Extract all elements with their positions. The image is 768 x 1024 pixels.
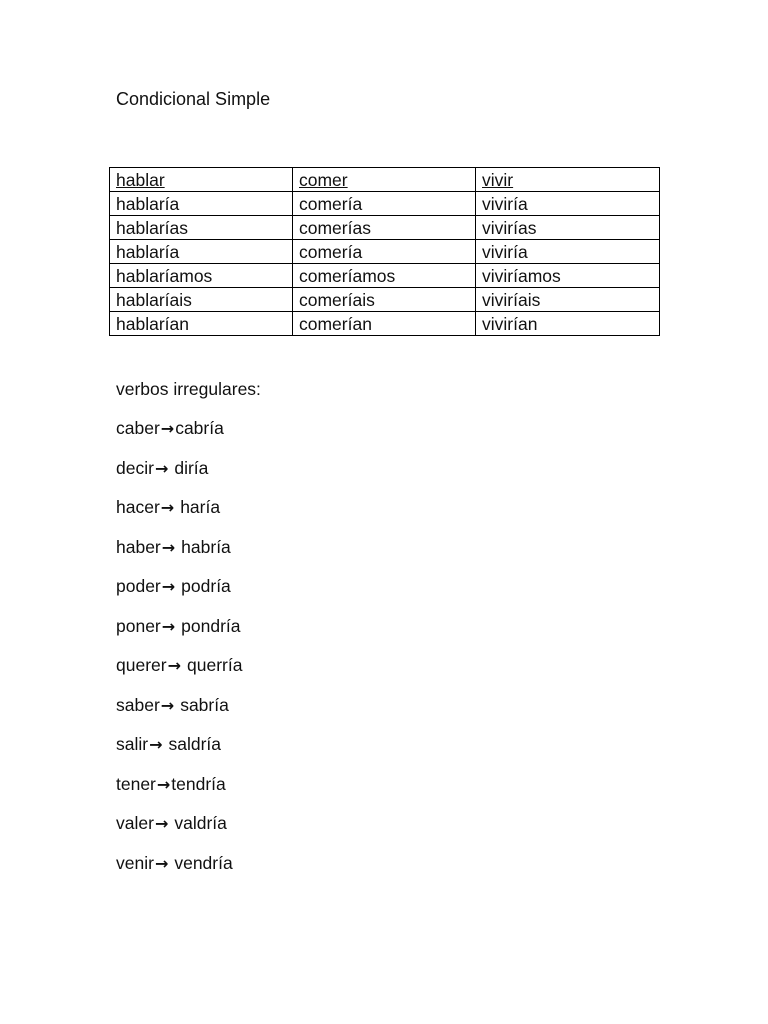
table-row: [110, 192, 660, 216]
arrow-right-icon: →: [161, 616, 176, 636]
irregular-verbs-list: [116, 417, 242, 891]
table-row: [110, 288, 660, 312]
list-item: [116, 457, 242, 497]
arrow-right-icon: →: [149, 735, 163, 754]
verb-conditional: cabría: [175, 418, 224, 438]
verb-conditional: habría: [181, 536, 231, 557]
table-cell: hablaría: [110, 192, 293, 216]
list-item: [116, 694, 242, 734]
table-cell: hablarías: [110, 216, 293, 240]
verb-conditional: sabría: [180, 694, 229, 715]
arrow-right-icon: →: [161, 577, 176, 596]
list-item: [116, 654, 242, 694]
list-item: [116, 575, 242, 615]
table-row: [110, 240, 660, 264]
header-cell-hablar: hablar: [110, 168, 293, 192]
arrow-right-icon: →: [154, 814, 169, 833]
list-item: [116, 496, 242, 536]
verb-infinitive: haber: [116, 536, 161, 557]
table-cell: vivirían: [476, 312, 660, 336]
table-cell: comería: [293, 192, 476, 216]
list-item: [116, 733, 242, 773]
verb-infinitive: saber: [116, 694, 160, 715]
verb-conditional: tendría: [171, 773, 226, 794]
list-item: [116, 852, 242, 892]
list-item: [116, 536, 242, 576]
table-cell: vivirías: [476, 216, 660, 240]
list-item: [116, 812, 242, 852]
table-cell: comería: [293, 240, 476, 264]
arrow-right-icon: →: [154, 458, 169, 478]
table-cell: hablaríais: [110, 288, 293, 312]
verb-conditional: pondría: [181, 615, 241, 636]
verb-conditional: querría: [187, 655, 243, 675]
verb-infinitive: tener: [116, 773, 156, 794]
verb-conditional: valdría: [174, 813, 227, 833]
page-title: Condicional Simple: [116, 89, 271, 109]
verb-conditional: saldría: [168, 734, 222, 754]
verb-infinitive: poner: [116, 615, 161, 636]
verb-infinitive: poder: [116, 576, 161, 596]
verb-conditional: podría: [181, 576, 231, 596]
verb-infinitive: hacer: [116, 497, 160, 517]
arrow-right-icon: →: [154, 853, 169, 873]
table-cell: viviría: [476, 192, 660, 216]
table-cell: viviríamos: [476, 264, 660, 288]
arrow-right-icon: →: [161, 537, 176, 557]
irregular-verbs-heading: verbos irregulares:: [116, 379, 261, 399]
arrow-right-icon: →: [160, 498, 175, 517]
verb-infinitive: valer: [116, 813, 154, 833]
arrow-right-icon: →: [156, 774, 171, 794]
conjugation-table: [109, 167, 660, 336]
list-item: [116, 615, 242, 655]
table-cell: hablaría: [110, 240, 293, 264]
arrow-right-icon: →: [160, 695, 175, 715]
list-item: [116, 773, 242, 813]
table-cell: comerías: [293, 216, 476, 240]
header-cell-comer: comer: [293, 168, 476, 192]
arrow-right-icon: →: [160, 419, 175, 438]
verb-infinitive: decir: [116, 457, 154, 478]
verb-conditional: vendría: [174, 852, 233, 873]
verb-conditional: haría: [180, 497, 221, 517]
table-cell: hablaríamos: [110, 264, 293, 288]
table-cell: comeríamos: [293, 264, 476, 288]
verb-infinitive: venir: [116, 852, 154, 873]
header-cell-vivir: vivir: [476, 168, 660, 192]
verb-infinitive: caber: [116, 418, 160, 438]
table-row: [110, 216, 660, 240]
table-cell: hablarían: [110, 312, 293, 336]
arrow-right-icon: →: [167, 656, 181, 675]
table-header-row: [110, 168, 660, 192]
table-cell: viviría: [476, 240, 660, 264]
verb-infinitive: salir: [116, 734, 149, 754]
table-cell: comerían: [293, 312, 476, 336]
table-cell: viviríais: [476, 288, 660, 312]
verb-infinitive: querer: [116, 655, 167, 675]
list-item: [116, 417, 242, 457]
verb-conditional: diría: [174, 457, 209, 478]
table-cell: comeríais: [293, 288, 476, 312]
table-row: [110, 264, 660, 288]
table-row: [110, 312, 660, 336]
